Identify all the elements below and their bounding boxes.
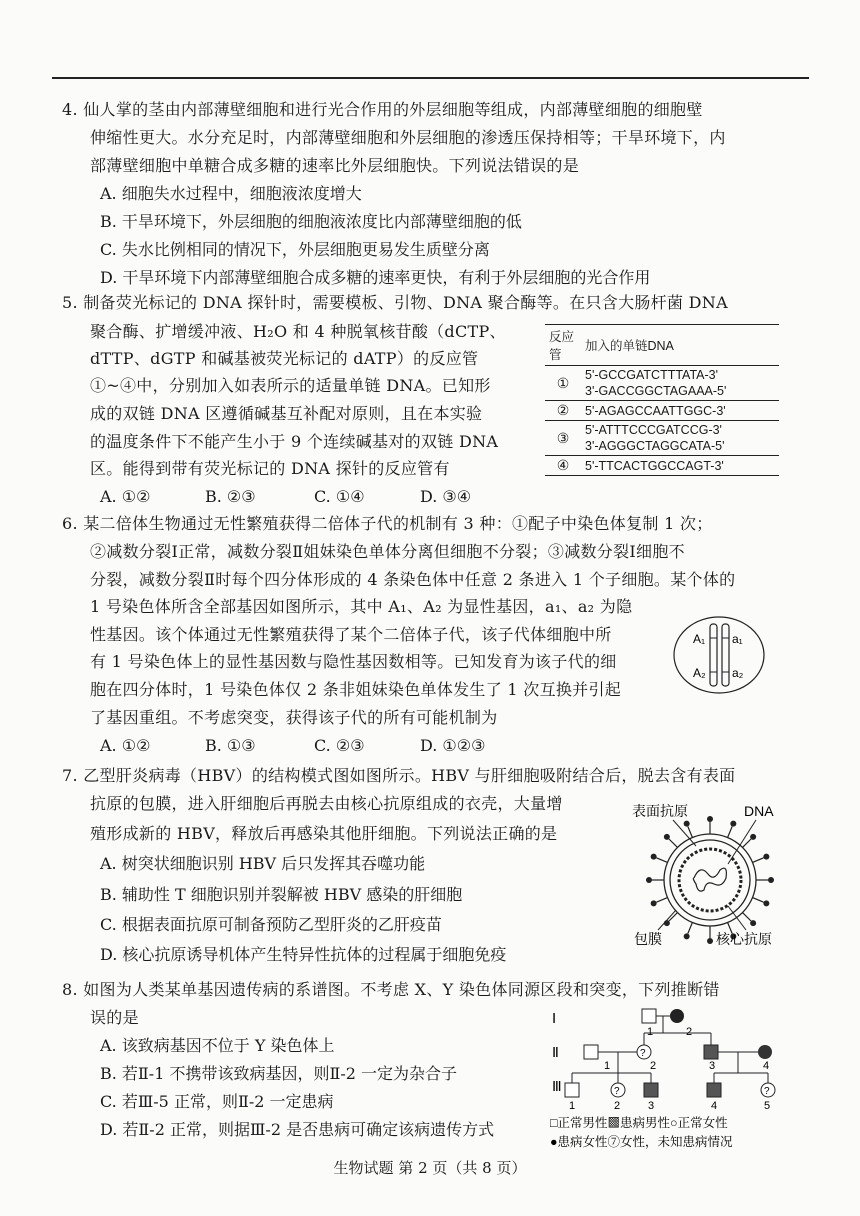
cell-outline <box>674 617 764 693</box>
individual-number: 3 <box>648 1100 655 1112</box>
gene-label-a1: a₁ <box>732 632 743 646</box>
spike-head <box>763 854 769 860</box>
pedigree-legend-line-2: ●患病女性⑦女性，未知患病情况 <box>550 1135 733 1149</box>
dna-table-header-dna: 加入的单链DNA <box>581 325 779 366</box>
dna-strand <box>693 868 726 891</box>
dna-table-header-tube: 反应管 <box>545 325 581 366</box>
gene-label-a2: a₂ <box>732 666 744 680</box>
chromosome-right <box>722 624 729 686</box>
q4-stem-line-2: 伸缩性更大。水分充足时，内部薄壁细胞和外层细胞的渗透压保持相等；干旱环境下，内 <box>90 128 726 147</box>
spike <box>743 839 751 847</box>
capsid <box>679 849 741 911</box>
spike <box>743 913 751 921</box>
q8-option-a[interactable]: A. 该致病基因不位于 Y 染色体上 <box>100 1036 335 1055</box>
q5-option-d[interactable]: D. ③④ <box>420 487 472 506</box>
pedigree-female-affected <box>758 1045 772 1059</box>
q7-option-d[interactable]: D. 核心抗原诱导机体产生特异性抗体的过程属于细胞免疫 <box>100 945 507 964</box>
generation-label: Ⅰ <box>552 1010 557 1026</box>
q5-stem-line-1: 5. 制备荧光标记的 DNA 探针时，需要模板、引物、DNA 聚合酶等。在只含大肠杆菌 DNA <box>62 293 728 312</box>
q6-option-c[interactable]: C. ②③ <box>314 736 365 755</box>
spike <box>688 922 693 933</box>
chromosome-left <box>710 624 717 686</box>
q4-option-a[interactable]: A. 细胞失水过程中，细胞液浓度增大 <box>100 184 362 203</box>
individual-number: 3 <box>709 1060 716 1072</box>
spike <box>669 839 677 847</box>
q5-stem-line-4: ①~④中，分别加入如表所示的适量单链 DNA。已知形 <box>90 376 491 395</box>
q4-stem-line-1: 4. 仙人掌的茎由内部薄壁细胞和进行光合作用的外层细胞等组成，内部薄壁细胞的细胞壁 <box>62 100 703 119</box>
individual-number: 1 <box>569 1100 576 1112</box>
individual-number: 2 <box>650 1060 657 1072</box>
q5-option-a[interactable]: A. ①② <box>100 487 151 506</box>
dna-sequence: 5'-ATTTCCCGATCCG-3' <box>585 423 722 437</box>
table-row <box>545 401 779 421</box>
unknown-mark: ? <box>614 1086 620 1097</box>
q7-option-b[interactable]: B. 辅助性 T 细胞识别并裂解被 HBV 感染的肝细胞 <box>100 885 463 904</box>
table-row <box>545 421 779 456</box>
dna-sequence: 3'-GACCGGCTAGAAA-5' <box>585 384 727 398</box>
q7-stem-line-3: 殖形成新的 HBV，释放后再感染其他肝细胞。下列说法正确的是 <box>90 824 558 843</box>
q5-option-b[interactable]: B. ②③ <box>205 487 256 506</box>
pedigree-chart <box>546 1005 786 1153</box>
q4-stem-line-3: 部薄壁细胞中单糖合成多糖的速率比外层细胞快。下列说法错误的是 <box>90 156 580 175</box>
spike <box>728 826 733 837</box>
hbv-figure <box>628 798 788 950</box>
pedigree-male-affected <box>707 1083 721 1097</box>
q5-stem-line-3: dTTP、dGTP 和碱基被荧光标记的 dATP）的反应管 <box>90 349 479 368</box>
q8-stem-line-2: 误的是 <box>90 1008 139 1027</box>
pedigree-male-normal <box>565 1083 579 1097</box>
q8-option-c[interactable]: C. 若Ⅲ-5 正常，则Ⅱ-2 一定患病 <box>100 1092 334 1111</box>
dna-table-header <box>545 325 779 366</box>
tube-number: ③ <box>545 421 581 456</box>
spike-head <box>763 900 769 906</box>
q5-stem-line-5: 成的双链 DNA 区遵循碱基互补配对原则，且在本实验 <box>90 404 483 423</box>
q8-option-b[interactable]: B. 若Ⅱ-1 不携带该致病基因，则Ⅱ-2 一定为杂合子 <box>100 1064 458 1083</box>
q6-stem-line-2: ②减数分裂Ⅰ正常，减数分裂Ⅱ姐妹染色单体分离但细胞不分裂；③减数分裂Ⅰ细胞不 <box>90 542 685 561</box>
table-row <box>545 366 779 401</box>
chromosome-figure <box>672 614 772 696</box>
dna-sequence: 5'-TTCACTGGCCAGT-3' <box>585 458 724 473</box>
q6-stem-line-3: 分裂，减数分裂Ⅱ时每个四分体形成的 4 条染色体中任意 2 条进入 1 个子细胞。某个体的 <box>90 570 736 589</box>
q7-stem-line-2: 抗原的包膜，进入肝细胞后再脱去由核心抗原组成的衣壳，大量增 <box>90 794 563 813</box>
q4-option-d[interactable]: D. 干旱环境下内部薄壁细胞合成多糖的速率更快，有利于外层细胞的光合作用 <box>100 268 651 287</box>
tube-number: ① <box>545 366 581 401</box>
spike-head <box>707 938 713 944</box>
spike-head <box>664 834 670 840</box>
q6-stem-line-8: 了基因重组。不考虑突变，获得该子代的所有可能机制为 <box>90 708 498 727</box>
q5-stem-line-7: 区。能得到带有荧光标记的 DNA 探针的反应管有 <box>90 459 450 478</box>
unknown-mark: ? <box>764 1086 770 1097</box>
dna-sequence: 5'-GCCGATCTTTATA-3' <box>585 368 719 382</box>
tube-number: ② <box>545 401 581 421</box>
page-footer: 生物试题 第 2 页（共 8 页） <box>333 1159 527 1177</box>
q4-option-b[interactable]: B. 干旱环境下，外层细胞的细胞液浓度比内部薄壁细胞的低 <box>100 212 522 231</box>
individual-number: 2 <box>686 1026 693 1038</box>
spike-head <box>651 900 657 906</box>
label-envelope: 包膜 <box>634 931 662 947</box>
q8-option-d[interactable]: D. 若Ⅱ-2 正常，则据Ⅲ-2 是否患病可确定该病遗传方式 <box>100 1120 495 1139</box>
q7-option-a[interactable]: A. 树突状细胞识别 HBV 后只发挥其吞噬功能 <box>100 854 426 873</box>
spike-head <box>684 821 690 827</box>
q4-option-c[interactable]: C. 失水比例相同的情况下，外层细胞更易发生质壁分离 <box>100 240 490 259</box>
q6-stem-line-4: 1 号染色体所含全部基因如图所示，其中 A₁、A₂ 为显性基因，a₁、a₂ 为隐 <box>90 597 633 616</box>
pointer-line <box>658 910 676 930</box>
generation-label: Ⅲ <box>552 1078 562 1094</box>
q7-option-c[interactable]: C. 根据表面抗原可制备预防乙型肝炎的乙肝疫苗 <box>100 915 442 934</box>
envelope-inner <box>670 840 750 920</box>
individual-number: 1 <box>647 1026 654 1038</box>
individual-number: 2 <box>614 1100 621 1112</box>
q5-stem-line-6: 的温度条件下不能产生小于 9 个连续碱基对的双链 DNA <box>90 432 499 451</box>
q6-stem-line-7: 胞在四分体时，1 号染色体仅 2 条非姐妹染色单体发生了 1 次互换并引起 <box>90 680 622 699</box>
dna-sequence: 3'-AGGGCTAGGCATA-5' <box>585 439 725 453</box>
q7-stem-line-1: 7. 乙型肝炎病毒（HBV）的结构模式图如图所示。HBV 与肝细胞吸附结合后，脱去含有表面 <box>62 766 736 785</box>
header-rule <box>52 77 809 79</box>
q8-stem-line-1: 8. 如图为人类某单基因遗传病的系谱图。不考虑 X、Y 染色体同源区段和突变，下列推断错 <box>62 980 720 999</box>
q5-option-c[interactable]: C. ①④ <box>314 487 365 506</box>
q5-stem-line-2: 聚合酶、扩增缓冲液、H₂O 和 4 种脱氧核苷酸（dCTP、 <box>90 322 506 341</box>
dna-table <box>545 324 779 476</box>
spike <box>688 826 693 837</box>
spike-head <box>684 933 690 939</box>
pedigree-male-normal <box>584 1045 598 1059</box>
spike <box>752 858 763 863</box>
label-surface-antigen: 表面抗原 <box>632 803 688 819</box>
q6-stem-line-1: 6. 某二倍体生物通过无性繁殖获得二倍体子代的机制有 3 种：①配子中染色体复制 1 次； <box>62 514 713 533</box>
gene-label-A1: A₁ <box>693 632 706 646</box>
q6-option-d[interactable]: D. ①②③ <box>420 736 486 755</box>
spike-head <box>750 920 756 926</box>
pedigree-legend-line-1: □正常男性▩患病男性○正常女性 <box>550 1116 728 1130</box>
spike-head <box>651 854 657 860</box>
spike-head <box>646 877 652 883</box>
pedigree-male-affected <box>644 1083 658 1097</box>
dna-sequence: 5'-AGAGCCAATTGGC-3' <box>585 403 726 418</box>
pedigree-female-affected <box>670 1009 684 1023</box>
tube-number: ④ <box>545 456 581 476</box>
pedigree-male-affected <box>704 1045 718 1059</box>
individual-number: 4 <box>763 1060 770 1072</box>
spike-head <box>750 834 756 840</box>
label-core-antigen: 核心抗原 <box>716 931 772 947</box>
spike-head <box>768 877 774 883</box>
label-dna: DNA <box>744 803 774 819</box>
spike <box>656 898 667 903</box>
spike-head <box>707 816 713 822</box>
q6-option-b[interactable]: B. ①③ <box>205 736 256 755</box>
individual-number: 1 <box>604 1060 611 1072</box>
unknown-mark: ? <box>640 1048 646 1059</box>
individual-number: 4 <box>711 1100 718 1112</box>
surface-spikes <box>646 816 774 944</box>
generation-label: Ⅱ <box>552 1044 559 1060</box>
spike <box>656 858 667 863</box>
q6-stem-line-6: 有 1 号染色体上的显性基因数与隐性基因数相等。已知发育为该子代的细 <box>90 652 617 671</box>
pedigree-male-normal <box>642 1009 656 1023</box>
q6-stem-line-5: 性基因。该个体通过无性繁殖获得了某个二倍体子代，该子代体细胞中所 <box>90 625 612 644</box>
table-row <box>545 456 779 476</box>
q6-option-a[interactable]: A. ①② <box>100 736 151 755</box>
spike <box>752 898 763 903</box>
spike-head <box>730 821 736 827</box>
gene-label-A2: A₂ <box>693 666 706 680</box>
individual-number: 5 <box>764 1100 771 1112</box>
